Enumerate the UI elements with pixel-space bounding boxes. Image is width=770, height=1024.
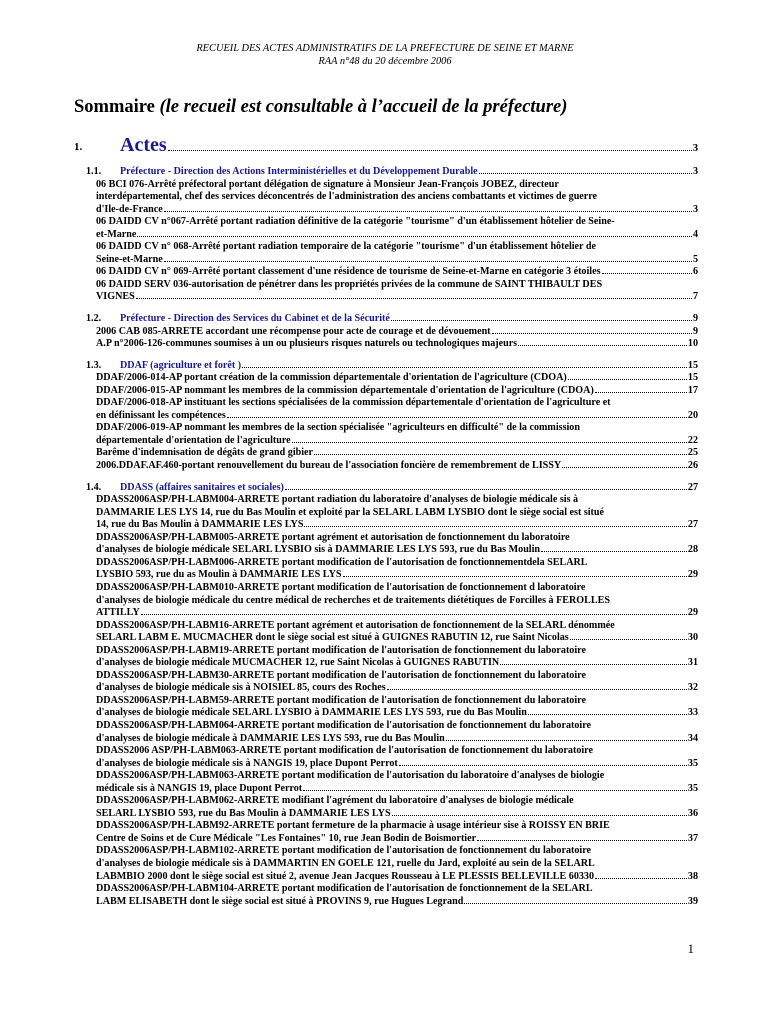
entry-line bbox=[96, 241, 698, 254]
dot-leader bbox=[500, 664, 687, 665]
entry-page: 34 bbox=[687, 732, 698, 744]
toc-entry[interactable] bbox=[96, 820, 698, 845]
entry-page: 30 bbox=[687, 632, 698, 644]
entry-line bbox=[96, 326, 698, 339]
header-line-2: RAA n°48 du 20 décembre 2006 bbox=[318, 56, 452, 67]
toc-entry[interactable] bbox=[96, 266, 698, 279]
entry-line bbox=[96, 745, 698, 758]
dot-leader bbox=[602, 273, 692, 274]
section-page: 3 bbox=[692, 143, 698, 154]
entry-line bbox=[96, 595, 698, 608]
entry-text: en définissant les compétences bbox=[96, 409, 226, 421]
table-of-contents bbox=[0, 166, 770, 908]
section-number: 1. bbox=[74, 141, 83, 153]
dot-leader bbox=[164, 261, 692, 262]
entry-text: DDASS2006ASP/PH-LABM102-ARRETE portant modification de l'autorisation de fonctionnement du laboratoire bbox=[96, 845, 591, 857]
entry-page: 26 bbox=[687, 460, 698, 472]
section-gap bbox=[0, 304, 770, 313]
entry-page: 27 bbox=[687, 519, 698, 531]
dot-leader bbox=[399, 765, 687, 766]
dot-leader bbox=[242, 367, 687, 368]
entry-text: DDASS2006ASP/PH-LABM004-ARRETE portant radiation du laboratoire d'analyses de biologie médicale sis à bbox=[96, 494, 579, 506]
subsection-label: Préfecture - Direction des Actions Interministérielles et du Développement Durable bbox=[120, 166, 478, 177]
entry-line bbox=[96, 191, 698, 204]
dot-leader bbox=[570, 639, 687, 640]
entry-line bbox=[96, 833, 698, 846]
entry-text: DDAF/2006-015-AP nommant les membres de la commission départementale d'orientation de l'agriculture (CDOA) bbox=[96, 384, 594, 396]
toc-subsection[interactable] bbox=[86, 313, 698, 326]
entry-line bbox=[96, 519, 698, 532]
dot-leader bbox=[168, 150, 692, 151]
entry-page: 36 bbox=[687, 807, 698, 819]
entry-text: DDASS2006ASP/PH-LABM30-ARRETE portant modification de l'autorisation de fonctionnement du laboratoire bbox=[96, 669, 586, 681]
entry-text: DDASS2006ASP/PH-LABM062-ARRETE modifiant l'agrément du laboratoire d'analyses de biologie médicale bbox=[96, 795, 574, 807]
entry-text: Barême d'indemnisation de dégâts de grand gibier bbox=[96, 447, 314, 459]
entry-page: 38 bbox=[687, 870, 698, 882]
entry-page: 3 bbox=[692, 203, 698, 215]
entry-text: 06 BCI 076-Arrêté préfectoral portant délégation de signature à Monsieur Jean-François JOBEZ, directeur bbox=[96, 178, 559, 190]
entry-line bbox=[96, 557, 698, 570]
subsection-number: 1.1. bbox=[86, 166, 102, 177]
entry-text: DDAF/2006-018-AP instituant les sections spécialisées de la commission départementale d'orientation de l'agriculture et bbox=[96, 397, 611, 409]
sommaire-heading bbox=[74, 97, 567, 118]
entry-line bbox=[96, 494, 698, 507]
entry-line bbox=[96, 216, 698, 229]
dot-leader bbox=[136, 298, 692, 299]
entry-text: LABM ELISABETH dont le siège social est situé à PROVINS 9, rue Hugues Legrand bbox=[96, 895, 464, 907]
entry-text: d'analyses de biologie médicale sis à DAMMARTIN EN GOELE 121, ruelle du Jard, exploité au sein de la SELARL bbox=[96, 857, 595, 869]
section-gap bbox=[0, 351, 770, 360]
dot-leader bbox=[464, 903, 687, 904]
dot-leader bbox=[477, 840, 687, 841]
entry-text: d'analyses de biologie médicale du centre médical de recherches et de traitements diététiques de Forcilles à FEROLLES bbox=[96, 594, 610, 606]
subsection-page: 9 bbox=[692, 313, 698, 325]
dot-leader bbox=[343, 576, 687, 577]
subsection-label: DDAF (agriculture et forêt ) bbox=[120, 359, 242, 371]
entry-page: 22 bbox=[687, 434, 698, 446]
entry-line bbox=[96, 447, 698, 460]
toc-entry[interactable] bbox=[96, 241, 698, 266]
entry-text: LYSBIO 593, rue du as Moulin à DAMMARIE LES LYS bbox=[96, 569, 342, 581]
toc-entry[interactable] bbox=[96, 385, 698, 398]
entry-text: 2006.DDAF.AF.460-portant renouvellement du bureau de l'association foncière de remembrement de LISSY bbox=[96, 460, 562, 472]
entry-line bbox=[96, 372, 698, 385]
entry-line bbox=[96, 758, 698, 771]
entry-line bbox=[96, 569, 698, 582]
dot-leader bbox=[528, 714, 687, 715]
dot-leader bbox=[562, 467, 687, 468]
entry-line bbox=[96, 279, 698, 292]
toc-entry[interactable] bbox=[96, 720, 698, 745]
entry-line bbox=[96, 397, 698, 410]
entry-line bbox=[96, 808, 698, 821]
toc-subsection[interactable] bbox=[86, 360, 698, 373]
entry-text: 06 DAIDD SERV 036-autorisation de pénétrer dans les propriétés privées de la commune de SAINT THIBAULT DES bbox=[96, 278, 603, 290]
entry-text: 2006 CAB 085-ARRETE accordant une récompense pour acte de courage et de dévouement bbox=[96, 325, 491, 337]
entry-page: 9 bbox=[692, 325, 698, 337]
entry-line bbox=[96, 795, 698, 808]
entry-line bbox=[96, 707, 698, 720]
entry-page: 29 bbox=[687, 607, 698, 619]
entry-text: Seine-et-Marne bbox=[96, 253, 163, 265]
dot-leader bbox=[227, 417, 687, 418]
entry-line bbox=[96, 632, 698, 645]
entry-text: DDASS2006ASP/PH-LABM19-ARRETE portant modification de l'autorisation de fonctionnement du laboratoire bbox=[96, 644, 586, 656]
dot-leader bbox=[595, 878, 687, 879]
entry-line bbox=[96, 657, 698, 670]
entry-page: 39 bbox=[687, 895, 698, 907]
dot-leader bbox=[568, 379, 687, 380]
page-number: 1 bbox=[687, 941, 694, 956]
toc-subsection[interactable] bbox=[86, 482, 698, 495]
entry-text: DDASS2006ASP/PH-LABM92-ARRETE portant fermeture de la pharmacie à usage intérieur sise à ROISSY EN BRIE bbox=[96, 820, 610, 832]
entry-line bbox=[96, 532, 698, 545]
entry-text: DDASS2006ASP/PH-LABM16-ARRETE portant agrément et autorisation de fonctionnement de la SELARL dénommée bbox=[96, 619, 615, 631]
entry-line bbox=[96, 422, 698, 435]
entry-page: 5 bbox=[692, 253, 698, 265]
toc-entry[interactable] bbox=[96, 770, 698, 795]
subsection-page: 15 bbox=[687, 359, 698, 371]
entry-line bbox=[96, 204, 698, 217]
entry-text: d'analyses de biologie médicale à DAMMARIE LES LYS 593, rue du Bas Moulin bbox=[96, 732, 445, 744]
toc-entry[interactable] bbox=[96, 670, 698, 695]
entry-text: DDASS2006ASP/PH-LABM063-ARRETE portant modification de l'autorisation du laboratoire d'analyses de biologie bbox=[96, 770, 605, 782]
entry-line bbox=[96, 507, 698, 520]
toc-entry[interactable] bbox=[96, 326, 698, 339]
dot-leader bbox=[492, 333, 692, 334]
entry-line bbox=[96, 670, 698, 683]
entry-page: 33 bbox=[687, 707, 698, 719]
entry-text: DDASS2006ASP/PH-LABM006-ARRETE portant modification de l'autorisation de fonctionnementdela SELARL bbox=[96, 556, 588, 568]
entry-line bbox=[96, 229, 698, 242]
entry-page: 4 bbox=[692, 228, 698, 240]
dot-leader bbox=[479, 173, 692, 174]
entry-text: DDASS2006ASP/PH-LABM005-ARRETE portant agrément et autorisation de fonctionnement du laboratoire bbox=[96, 531, 570, 543]
entry-page: 17 bbox=[687, 384, 698, 396]
entry-text: DAMMARIE LES LYS 14, rue du Bas Moulin et exploité par la SELARL LABM LYSBIO dont le siège social est situé bbox=[96, 506, 605, 518]
entry-text: LABMBIO 2000 dont le siège social est situé 2, avenue Jean Jacques Rousseau à LE PLESSIS BELLEVILLE 60330 bbox=[96, 870, 595, 882]
subsection-page: 3 bbox=[692, 166, 698, 177]
entry-text: médicale sis à NANGIS 19, place Dupont Perrot bbox=[96, 782, 303, 794]
section-actes[interactable] bbox=[74, 134, 698, 156]
dot-leader bbox=[392, 815, 687, 816]
dot-leader bbox=[292, 442, 687, 443]
toc-entry[interactable] bbox=[96, 372, 698, 385]
entry-line bbox=[96, 845, 698, 858]
entry-text: d'analyses de biologie médicale SELARL LYSBIO sis à DAMMARIE LES LYS 593, rue du Bas Moulin bbox=[96, 544, 541, 556]
entry-text: SELARL LYSBIO 593, rue du Bas Moulin à DAMMARIE LES LYS bbox=[96, 807, 391, 819]
document-header bbox=[0, 42, 770, 68]
entry-text: d'analyses de biologie médicale SELARL LYSBIO à DAMMARIE LES LYS 593, rue du Bas Moulin bbox=[96, 707, 527, 719]
entry-line bbox=[96, 435, 698, 448]
entry-line bbox=[96, 607, 698, 620]
entry-text: DDASS2006ASP/PH-LABM064-ARRETE portant modification de l'autorisation de fonctionnement du laboratoire bbox=[96, 719, 591, 731]
entry-line bbox=[96, 544, 698, 557]
entry-line bbox=[96, 720, 698, 733]
entry-text: DDASS2006ASP/PH-LABM010-ARRETE portant modification de l'autorisation de fonctionnement d laboratoire bbox=[96, 581, 586, 593]
dot-leader bbox=[141, 614, 687, 615]
toc-entry[interactable] bbox=[96, 494, 698, 532]
entry-text: 06 DAIDD CV n° 069-Arrêté portant classement d'une résidence de tourisme de Seine-et-Marne en catégorie 3 étoiles bbox=[96, 266, 601, 278]
entry-line bbox=[96, 338, 698, 351]
toc-entry[interactable] bbox=[96, 582, 698, 620]
subsection-label: Préfecture - Direction des Services du Cabinet et de la Sécurité bbox=[120, 313, 390, 325]
entry-text: d'analyses de biologie médicale MUCMACHER 12, rue Saint Nicolas à GUIGNES RABUTIN bbox=[96, 657, 500, 669]
toc-entry[interactable] bbox=[96, 460, 698, 473]
sommaire-title: Sommaire bbox=[74, 97, 155, 117]
subsection-number: 1.2. bbox=[86, 313, 102, 325]
entry-page: 37 bbox=[687, 832, 698, 844]
dot-leader bbox=[164, 211, 692, 212]
dot-leader bbox=[285, 489, 687, 490]
toc-entry[interactable] bbox=[96, 620, 698, 645]
toc-entry[interactable] bbox=[96, 883, 698, 908]
entry-text: DDASS2006 ASP/PH-LABM063-ARRETE portant modification de l'autorisation de fonctionnement du laboratoire bbox=[96, 745, 593, 757]
entry-page: 10 bbox=[687, 338, 698, 350]
toc-entry[interactable] bbox=[96, 532, 698, 557]
entry-line bbox=[96, 460, 698, 473]
entry-line bbox=[96, 682, 698, 695]
dot-leader bbox=[595, 392, 687, 393]
section-label: Actes bbox=[120, 134, 167, 156]
toc-entry[interactable] bbox=[96, 422, 698, 447]
toc-entry[interactable] bbox=[96, 745, 698, 770]
entry-text: d'Ile-de-France bbox=[96, 203, 163, 215]
entry-line bbox=[96, 291, 698, 304]
dot-leader bbox=[137, 236, 692, 237]
toc-entry[interactable] bbox=[96, 845, 698, 883]
entry-line bbox=[96, 582, 698, 595]
entry-page: 7 bbox=[692, 291, 698, 303]
entry-line bbox=[96, 179, 698, 192]
entry-line bbox=[96, 645, 698, 658]
toc-entry[interactable] bbox=[96, 338, 698, 351]
entry-page: 28 bbox=[687, 544, 698, 556]
toc-entry[interactable] bbox=[96, 397, 698, 422]
entry-text: VIGNES bbox=[96, 291, 135, 303]
entry-text: d'analyses de biologie médicale sis à NANGIS 19, place Dupont Perrot bbox=[96, 757, 398, 769]
entry-text: Centre de Soins et de Cure Médicale "Les Fontaines" 10, rue Jean Bodin de Boismortier bbox=[96, 832, 477, 844]
dot-leader bbox=[303, 790, 687, 791]
entry-page: 6 bbox=[692, 266, 698, 278]
toc-entry[interactable] bbox=[96, 695, 698, 720]
entry-text: 14, rue du Bas Moulin à DAMMARIE LES LYS bbox=[96, 519, 304, 531]
entry-page: 32 bbox=[687, 682, 698, 694]
entry-text: interdépartemental, chef des services déconcentrés de l'administration des anciens combattants et victimes de guerre bbox=[96, 191, 598, 203]
entry-text: ATTILLY bbox=[96, 607, 140, 619]
subsection-label: DDASS (affaires sanitaires et sociales) bbox=[120, 481, 284, 493]
toc-entry[interactable] bbox=[96, 557, 698, 582]
entry-text: DDASS2006ASP/PH-LABM59-ARRETE portant modification de l'autorisation de fonctionnement du laboratoire bbox=[96, 694, 586, 706]
entry-line bbox=[96, 620, 698, 633]
dot-leader bbox=[541, 551, 687, 552]
toc-entry[interactable] bbox=[96, 447, 698, 460]
entry-page: 35 bbox=[687, 782, 698, 794]
entry-line bbox=[96, 783, 698, 796]
toc-entry[interactable] bbox=[96, 795, 698, 820]
dot-leader bbox=[314, 454, 687, 455]
entry-line bbox=[96, 266, 698, 279]
entry-text: A.P n°2006-126-communes soumises à un ou plusieurs risques naturels ou technologiques majeurs bbox=[96, 338, 518, 350]
entry-line bbox=[96, 254, 698, 267]
entry-line bbox=[96, 695, 698, 708]
entry-text: d'analyses de biologie médicale sis à NOISIEL 85, cours des Roches bbox=[96, 682, 386, 694]
entry-text: 06 DAIDD CV n°067-Arrêté portant radiation définitive de la catégorie "tourisme" d'un établissement hôtelier de Seine- bbox=[96, 216, 615, 228]
entry-text: 06 DAIDD CV n° 068-Arrêté portant radiation temporaire de la catégorie "tourisme" d'un établissement hôtelier de bbox=[96, 241, 596, 253]
entry-line bbox=[96, 871, 698, 884]
entry-page: 29 bbox=[687, 569, 698, 581]
entry-text: DDAF/2006-014-AP portant création de la commission départementale d'orientation de l'agriculture (CDOA) bbox=[96, 372, 567, 384]
dot-leader bbox=[304, 526, 686, 527]
entry-line bbox=[96, 896, 698, 909]
entry-line bbox=[96, 883, 698, 896]
entry-text: DDASS2006ASP/PH-LABM104-ARRETE portant modification de l'autorisation de fonctionnement de la SELARL bbox=[96, 883, 593, 895]
dot-leader bbox=[391, 320, 692, 321]
entry-line bbox=[96, 770, 698, 783]
subsection-number: 1.3. bbox=[86, 359, 102, 371]
entry-page: 20 bbox=[687, 409, 698, 421]
entry-line bbox=[96, 733, 698, 746]
header-line-1: RECUEIL DES ACTES ADMINISTRATIFS DE LA PREFECTURE DE SEINE ET MARNE bbox=[196, 43, 574, 54]
entry-line bbox=[96, 858, 698, 871]
subsection-number: 1.4. bbox=[86, 481, 102, 493]
section-gap bbox=[0, 473, 770, 482]
entry-page: 15 bbox=[687, 372, 698, 384]
entry-text: SELARL LABM E. MUCMACHER dont le siège social est situé à GUIGNES RABUTIN 12, rue Saint Nicolas bbox=[96, 632, 569, 644]
toc-entry[interactable] bbox=[96, 179, 698, 217]
toc-entry[interactable] bbox=[96, 645, 698, 670]
entry-line bbox=[96, 385, 698, 398]
entry-text: et-Marne bbox=[96, 228, 137, 240]
subsection-page: 27 bbox=[687, 481, 698, 493]
dot-leader bbox=[518, 345, 687, 346]
toc-entry[interactable] bbox=[96, 216, 698, 241]
entry-page: 31 bbox=[687, 657, 698, 669]
entry-text: départementale d'orientation de l'agriculture bbox=[96, 434, 291, 446]
entry-text: DDAF/2006-019-AP nommant les membres de la section spécialisée "agriculteurs en difficulté" de la commission bbox=[96, 422, 580, 434]
entry-page: 35 bbox=[687, 757, 698, 769]
dot-leader bbox=[387, 689, 687, 690]
dot-leader bbox=[446, 740, 687, 741]
toc-subsection[interactable] bbox=[86, 166, 698, 179]
entry-page: 25 bbox=[687, 447, 698, 459]
toc-entry[interactable] bbox=[96, 279, 698, 304]
entry-line bbox=[96, 410, 698, 423]
entry-line bbox=[96, 820, 698, 833]
sommaire-subtitle: (le recueil est consultable à l’accueil de la préfecture) bbox=[159, 97, 568, 117]
